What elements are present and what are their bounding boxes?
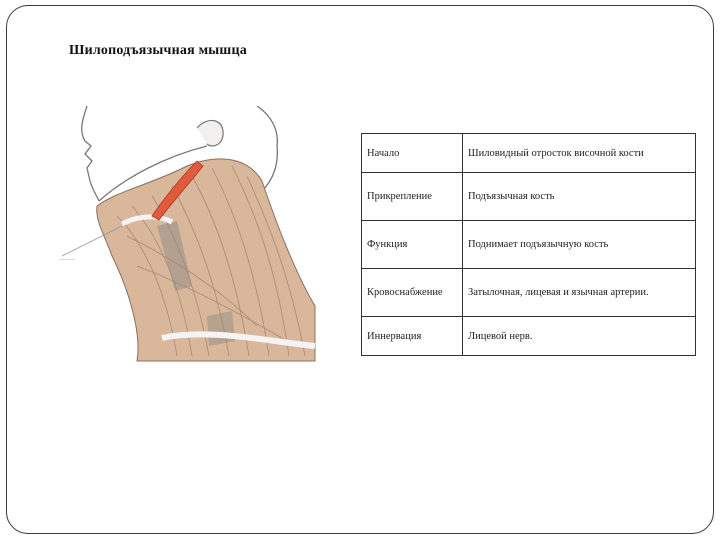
row-value-blood-supply: Затылочная, лицевая и язычная артерии. bbox=[463, 269, 696, 317]
slide-title: Шилоподъязычная мышца bbox=[69, 43, 247, 58]
row-value-origin: Шиловидный отросток височной кости bbox=[463, 134, 696, 173]
neck-muscle-illustration bbox=[57, 106, 327, 366]
table-row bbox=[362, 134, 696, 173]
neck-anatomy-drawing bbox=[57, 106, 327, 366]
row-key-blood-supply: Кровоснабжение bbox=[362, 269, 463, 317]
row-key-insertion: Прикрепление bbox=[362, 173, 463, 221]
row-key-origin: Начало bbox=[362, 134, 463, 173]
row-value-insertion: Подъязычная кость bbox=[463, 173, 696, 221]
svg-text:————: ———— bbox=[59, 257, 75, 262]
table-row bbox=[362, 173, 696, 221]
slide-frame bbox=[6, 5, 714, 534]
row-value-innervation: Лицевой нерв. bbox=[463, 317, 696, 356]
table-row bbox=[362, 317, 696, 356]
row-key-function: Функция bbox=[362, 221, 463, 269]
table-row bbox=[362, 221, 696, 269]
row-key-innervation: Иннервация bbox=[362, 317, 463, 356]
muscle-info-table bbox=[361, 133, 696, 356]
table-row bbox=[362, 269, 696, 317]
row-value-function: Поднимает подъязычную кость bbox=[463, 221, 696, 269]
